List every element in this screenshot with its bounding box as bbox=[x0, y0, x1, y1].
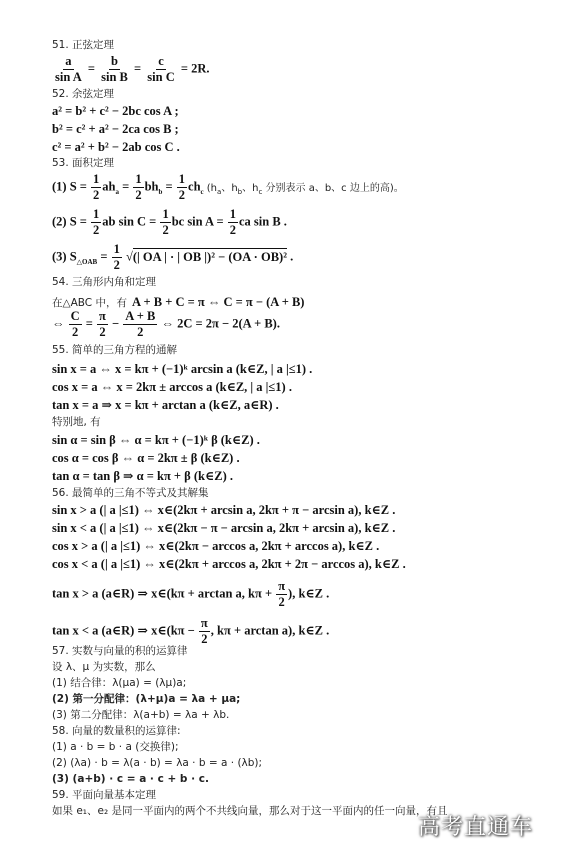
section-57-intro: 设 λ、μ 为实数，那么 bbox=[52, 661, 156, 673]
trig-eq-cos-special: cos α = cos β ⇔ α = 2kπ ± β (k∈Z) . bbox=[52, 451, 240, 465]
trig-eq-tan-special: tan α = tan β ⇒ α = kπ + β (k∈Z) . bbox=[52, 469, 233, 483]
section-52-heading: 52. 余弦定理 bbox=[52, 88, 115, 100]
section-51-heading: 51. 正弦定理 bbox=[52, 39, 115, 51]
section-55-heading: 55. 简单的三角方程的通解 bbox=[52, 344, 178, 356]
law-of-cosines-b: b² = c² + a² − 2ca cos B ; bbox=[52, 122, 179, 136]
trig-ineq-sin-lt: sin x < a (| a |≤1) ⇔ x∈(2kπ − π − arcsin a, 2kπ + arcsin a), k∈Z . bbox=[52, 521, 396, 535]
trig-eq-sin: sin x = a ⇔ x = kπ + (−1)ᵏ arcsin a (k∈Z, | a |≤1) . bbox=[52, 362, 313, 376]
trig-eq-tan: tan x = a ⇒ x = kπ + arctan a (k∈Z, a∈R) . bbox=[52, 398, 279, 412]
trig-eq-sin-special: sin α = sin β ⇔ α = kπ + (−1)ᵏ β (k∈Z) . bbox=[52, 433, 260, 447]
basic-theorem-line: 如果 e₁、e₂ 是同一平面内的两个不共线向量，那么对于这一平面内的任一向量，有且 bbox=[52, 805, 448, 817]
dot-product-distributive: (3) (a+b) · c = a · c + b · c. bbox=[52, 773, 209, 785]
fraction-b-sinB: $\frac{b}{\text{sin B}}$ bbox=[101, 54, 128, 85]
first-distributive-law: (2) 第一分配律：(λ+μ)a = λa + μa; bbox=[52, 693, 241, 705]
section-58-heading: 58. 向量的数量积的运算律: bbox=[52, 725, 181, 737]
dot-product-scalar: (2) (λa) · b = λ(a · b) = λa · b = a · (λb); bbox=[52, 757, 263, 769]
section-56-heading: 56. 最简单的三角不等式及其解集 bbox=[52, 487, 209, 499]
trig-ineq-tan-gt: tan x > a (a∈R) ⇒ x∈(kπ + arctan a, kπ + $\frac{\pi}{2}$ ), k∈Z . bbox=[52, 579, 330, 610]
law-of-cosines-a: a² = b² + c² − 2bc cos A ; bbox=[52, 104, 179, 118]
fraction-c-sinC: $\frac{c}{\text{sin C}}$ bbox=[147, 54, 175, 85]
area-formula-2: (2) S = $\frac{1}{2}$ ab sin C = $\frac{1}{2}$ bc sin A = $\frac{1}{2}$ ca sin B . bbox=[52, 207, 287, 238]
area-formula-3: (3) $S_{\triangle OAB}$ = $\frac{1}{2}$ √(| OA | · | OB |)² − (OA · OB)² . bbox=[52, 242, 294, 273]
associative-law: (1) 结合律：λ(μa) = (λμ)a; bbox=[52, 677, 187, 689]
square-root-symbol: √ bbox=[125, 249, 133, 264]
law-of-sines-formula: $\frac{a}{\text{sin A}}$ = $\frac{b}{\text{sin B}}$ = $\frac{c}{\text{sin C}}$ = 2R. bbox=[55, 54, 210, 85]
second-distributive-law: (3) 第二分配律：λ(a+b) = λa + λb. bbox=[52, 709, 230, 721]
special-case-label: 特别地, 有 bbox=[52, 416, 101, 428]
fraction-a-sinA: $\frac{a}{\text{sin A}}$ bbox=[55, 54, 82, 85]
angle-sum-line-2: ⇔ $\frac{C}{2}$ = $\frac{\pi}{2}$ − $\frac{A + B}{2}$ ⇔ 2C = 2π − 2(A + B). bbox=[52, 309, 280, 340]
section-57-heading: 57. 实数与向量的积的运算律 bbox=[52, 645, 188, 657]
trig-ineq-sin-gt: sin x > a (| a |≤1) ⇔ x∈(2kπ + arcsin a, 2kπ + π − arcsin a), k∈Z . bbox=[52, 503, 396, 517]
dot-product-commutative: (1) a · b = b · a (交换律); bbox=[52, 741, 179, 753]
law-of-cosines-c: c² = a² + b² − 2ab cos C . bbox=[52, 140, 180, 154]
section-59-heading: 59. 平面向量基本定理 bbox=[52, 789, 157, 801]
section-53-heading: 53. 面积定理 bbox=[52, 157, 115, 169]
trig-ineq-cos-lt: cos x < a (| a |≤1) ⇔ x∈(2kπ + arccos a, 2kπ + 2π − arccos a), k∈Z . bbox=[52, 557, 406, 571]
area-formula-1: (1) S = $\frac{1}{2}$ $ah_a$ = $\frac{1}{2}$ $bh_b$ = $\frac{1}{2}$ $ch_c$ ($h_a$、$h_b$、$h_c$ 分别表示 a、b、c 边上的高)。 bbox=[52, 172, 404, 203]
angle-sum-line-1: 在△ABC 中，有 A + B + C = π ⇔ C = π − (A + B) bbox=[52, 295, 305, 309]
trig-eq-cos: cos x = a ⇔ x = 2kπ ± arccos a (k∈Z, | a |≤1) . bbox=[52, 380, 292, 394]
square-root-expression: (| OA | · | OB |)² − (OA · OB)² bbox=[132, 249, 287, 264]
section-54-heading: 54. 三角形内角和定理 bbox=[52, 276, 157, 288]
watermark-logo: 高考直通车 bbox=[417, 815, 533, 840]
trig-ineq-tan-lt: tan x < a (a∈R) ⇒ x∈(kπ − $\frac{\pi}{2}$ , kπ + arctan a), k∈Z . bbox=[52, 616, 330, 647]
trig-ineq-cos-gt: cos x > a (| a |≤1) ⇔ x∈(2kπ − arccos a, 2kπ + arccos a), k∈Z . bbox=[52, 539, 380, 553]
